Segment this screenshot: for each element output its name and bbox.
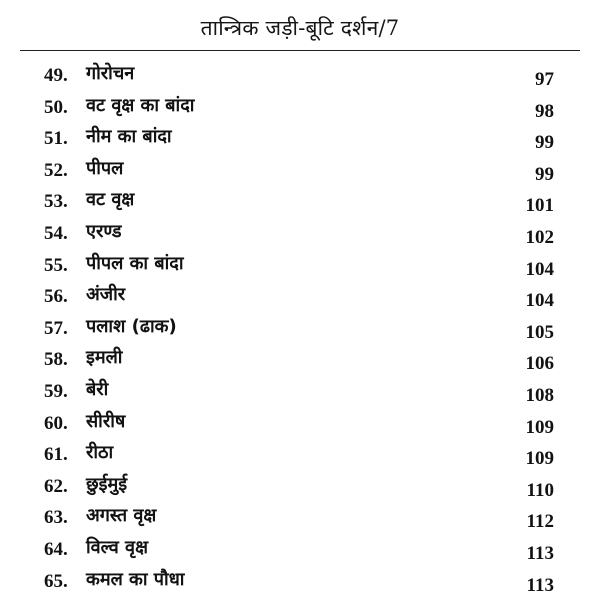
toc-entry-title: गोरोचन bbox=[86, 58, 134, 90]
toc-entry-title: इमली bbox=[86, 342, 122, 374]
toc-row bbox=[0, 279, 600, 311]
toc-entry-number: 49. bbox=[44, 60, 68, 92]
toc-entry-page: 102 bbox=[526, 222, 555, 254]
toc-entry-page: 113 bbox=[527, 538, 554, 570]
toc-entry-number: 60. bbox=[44, 408, 68, 440]
toc-row bbox=[0, 121, 600, 153]
toc-entry-title: छुईमुई bbox=[86, 469, 127, 501]
toc-entry-page: 108 bbox=[526, 380, 555, 412]
toc-entry-page: 97 bbox=[535, 64, 554, 96]
toc-entry-title: अंजीर bbox=[86, 279, 125, 311]
toc-entry-page: 104 bbox=[526, 285, 555, 317]
toc-entry-number: 51. bbox=[44, 123, 68, 155]
toc-entry-title: रीठा bbox=[86, 437, 113, 469]
toc-row bbox=[0, 564, 600, 596]
toc-entry-page: 99 bbox=[535, 159, 554, 191]
toc-entry-title: पीपल bbox=[86, 153, 123, 185]
toc-entry-page: 112 bbox=[527, 506, 554, 538]
toc-entry-title: वट वृक्ष bbox=[86, 184, 134, 216]
toc-row bbox=[0, 153, 600, 185]
toc-entry-title: नीम का बांदा bbox=[86, 121, 172, 153]
toc-entry-number: 58. bbox=[44, 344, 68, 376]
toc-row bbox=[0, 311, 600, 343]
toc-entry-page: 105 bbox=[526, 317, 555, 349]
toc-entry-number: 54. bbox=[44, 218, 68, 250]
toc-row bbox=[0, 500, 600, 532]
toc-entry-title: कमल का पौधा bbox=[86, 564, 184, 596]
toc-entry-title: विल्व वृक्ष bbox=[86, 532, 148, 564]
toc-entry-title: पलाश (ढाक) bbox=[86, 311, 177, 343]
toc-entry-number: 56. bbox=[44, 281, 68, 313]
toc-entry-number: 52. bbox=[44, 155, 68, 187]
toc-entry-number: 65. bbox=[44, 566, 68, 598]
toc-entry-number: 61. bbox=[44, 439, 68, 471]
toc-entry-number: 62. bbox=[44, 471, 68, 503]
toc-entry-title: सीरीष bbox=[86, 406, 125, 438]
toc-row bbox=[0, 90, 600, 122]
toc-row bbox=[0, 58, 600, 90]
toc-entry-title: पीपल का बांदा bbox=[86, 248, 184, 280]
toc-entry-page: 104 bbox=[526, 254, 555, 286]
toc-entry-page: 99 bbox=[535, 127, 554, 159]
toc-entry-number: 53. bbox=[44, 186, 68, 218]
toc-row bbox=[0, 374, 600, 406]
toc-entry-page: 101 bbox=[526, 190, 555, 222]
toc-entry-number: 55. bbox=[44, 250, 68, 282]
toc-entry-page: 113 bbox=[527, 570, 554, 601]
toc-entry-number: 59. bbox=[44, 376, 68, 408]
toc-row bbox=[0, 532, 600, 564]
toc-entry-title: एरण्ड bbox=[86, 216, 122, 248]
toc-row bbox=[0, 216, 600, 248]
toc-row bbox=[0, 469, 600, 501]
toc-entry-number: 63. bbox=[44, 502, 68, 534]
toc-row bbox=[0, 248, 600, 280]
toc-entry-page: 109 bbox=[526, 412, 555, 444]
toc-entry-page: 110 bbox=[527, 475, 554, 507]
toc-entry-title: अगस्त वृक्ष bbox=[86, 500, 156, 532]
toc-entry-page: 106 bbox=[526, 348, 555, 380]
toc-entry-number: 57. bbox=[44, 313, 68, 345]
toc-row bbox=[0, 184, 600, 216]
table-of-contents bbox=[0, 58, 600, 595]
page-header-title: तान्त्रिक जड़ी-बूटि दर्शन/7 bbox=[0, 14, 600, 42]
header-rule bbox=[20, 50, 580, 51]
toc-entry-number: 64. bbox=[44, 534, 68, 566]
toc-row bbox=[0, 342, 600, 374]
toc-entry-page: 98 bbox=[535, 96, 554, 128]
toc-row bbox=[0, 406, 600, 438]
toc-row bbox=[0, 437, 600, 469]
toc-entry-title: बेरी bbox=[86, 374, 108, 406]
toc-entry-title: वट वृक्ष का बांदा bbox=[86, 90, 194, 122]
toc-entry-page: 109 bbox=[526, 443, 555, 475]
toc-entry-number: 50. bbox=[44, 92, 68, 124]
